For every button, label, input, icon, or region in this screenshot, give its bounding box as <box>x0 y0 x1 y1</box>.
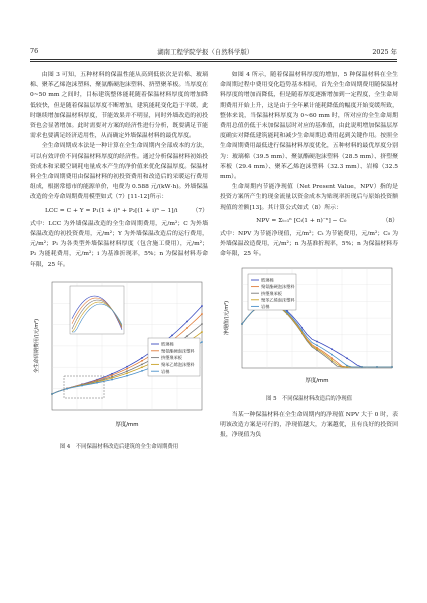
fig4-chart <box>30 276 208 436</box>
fig5-series-point <box>331 361 333 363</box>
fig4-legend-label: 岩棉 <box>161 368 170 374</box>
fig4-series-point <box>81 385 83 387</box>
fig4-series-point <box>201 313 203 315</box>
left-paragraph-2: 全生命周期成本法是一种计算在全生命周期内全部成本的方法，可以有效评价不同保温材料厚度的经济性。通过分析保温材料初始投资成本和采暖空调耗电量成本产生的净价值来优化保温厚度。保温材料全生命周期费用由保温材料的初投资费用和改造后的采暖运行费用组成，根据常德市的能源单价，电费为 0.588 元/(kW·h)。外墙保温改造的全寿命周期费用模型如式（7）[11-12]所示： <box>30 143 208 201</box>
formula-8-body: NPV = Σₜ₌₁ⁿ [Cₜ(1 + n)⁻ⁿ] − C₀ <box>256 217 347 224</box>
fig4-series-point <box>96 382 98 384</box>
fig5-series-point <box>331 353 333 355</box>
fig4-series-point <box>66 388 68 390</box>
journal-title: 湖南工程学院学报（自然科学版） <box>157 47 254 56</box>
fig5-series-point <box>331 357 333 359</box>
fig4-series-point <box>186 335 188 337</box>
right-paragraph-3: 式中：NPV 为节能净现值，元/m²；Cₜ 为节能费用，元/m²；C₀ 为外墙保温改造费用，元/m²；n 为基准折现率，5%；n 为保温材料寿命年限，25 年。 <box>220 231 398 258</box>
header-rule-thin <box>30 61 397 62</box>
figure-5 <box>220 264 398 404</box>
formula-8-number: （8） <box>382 217 398 224</box>
fig5-caption: 图 5 不同保温材料改造后的净现值 <box>265 395 352 402</box>
formula-7-number: （7） <box>192 207 208 214</box>
running-header <box>30 44 397 58</box>
fig4-series-point <box>111 377 113 379</box>
fig5-series-point <box>241 323 243 325</box>
fig5-series-point <box>361 366 363 368</box>
fig4-series-point <box>141 370 143 372</box>
fig4-legend-label: 聚氨酯硬泡沫塑料 <box>161 348 195 354</box>
page-number: 76 <box>30 47 39 55</box>
left-column <box>30 70 208 452</box>
right-paragraph-2: 生命周期内节能净现值（Net Present Value，NPV）指的是投资方案所产生的现金流量以资金成本为贴现率折现后与原始投资额现值的差额[13]。其计算公式如式（8）所示： <box>220 184 398 211</box>
fig5-series-point <box>376 366 378 368</box>
right-column <box>220 70 398 441</box>
fig4-series-point <box>51 393 53 395</box>
left-paragraph-1: 由图 3 可知，五种材料的保温性能从高到低依次是岩棉、玻璃棉、聚苯乙烯泡沫塑料、聚氨酯硬泡沫塑料、挤塑聚苯板。当厚度在 0~50 mm 之间时，目标建筑整体能耗随着保温材料厚度的增加降低较快，但是随着保温层厚度不断增加，建筑能耗变化趋于平缓，此时继续增加保温材料厚度，节能效果并不明显，同时外墙改造的初投资也会显著增加。此时需要对方案的经济性进行分析，既要满足节能需求也要满足经济适用性，从而确定外墙保温材料的最优厚度。 <box>30 72 208 140</box>
fig5-series-point <box>391 366 393 368</box>
fig4-legend-label: 玻璃棉 <box>161 341 174 347</box>
fig4-series-point <box>111 374 113 376</box>
fig4-series-point <box>201 323 203 325</box>
left-paragraph-3: 式中：LCC 为外墙保温改造的全生命周期费用，元/m²；C 为外墙保温改造的初投资费用，元/m²；Y 为外墙保温改造后的运行费用，元/m²；P₁ 为各类型外墙保温材料厚度（包含施工费用），元/m²；P₂ 为能耗费用，元/m²；i 为基准折现率，5%；n 为保温材料寿命年限，25 年。 <box>30 220 208 268</box>
fig4-ylabel: 全生命周期费用/(元/m²) <box>34 318 40 373</box>
fig5-series-point <box>301 327 303 329</box>
fig5-series-point <box>346 357 348 359</box>
header-rule <box>30 59 397 60</box>
fig5-series-point <box>331 348 333 350</box>
fig4-series-point <box>171 334 173 336</box>
fig4-series-point <box>126 366 128 368</box>
fig4-series-point <box>126 368 128 370</box>
fig5-series-point <box>301 329 303 331</box>
fig5-legend-label: 岩棉 <box>261 303 270 309</box>
fig4-series-point <box>141 357 143 359</box>
fig4-series-point <box>141 366 143 368</box>
right-paragraph-4: 当某一种保温材料在全生命周期内的净现值 NPV 大于 0 时，表明该改造方案是可行的，净现值越大，方案越优，且有良好的投资回报，净现值为负 <box>220 412 398 439</box>
fig4-legend-label: 挤塑聚苯板 <box>161 355 182 361</box>
fig5-series-point <box>331 359 333 361</box>
fig5-series-point <box>316 340 318 342</box>
fig5-xlabel: 厚度/mm <box>305 377 329 384</box>
fig4-series-point <box>126 370 128 372</box>
fig5-chart <box>220 264 398 388</box>
journal-year: 2025 年 <box>372 47 397 56</box>
fig4-series-point <box>201 341 203 343</box>
fig4-series-point <box>186 320 188 322</box>
fig5-legend-label: 聚苯乙烯泡沫塑料 <box>261 297 295 303</box>
fig5-series-point <box>346 364 348 366</box>
fig4-series-point <box>201 331 203 333</box>
fig5-series-point <box>316 344 318 346</box>
fig4-series-point <box>141 363 143 365</box>
fig5-legend-label: 挤塑聚苯板 <box>261 290 282 296</box>
formula-8 <box>220 216 398 226</box>
formula-7 <box>30 206 208 216</box>
fig4-series-point <box>111 379 113 381</box>
fig4-series-point <box>126 372 128 374</box>
fig5-series-point <box>301 331 303 333</box>
figure-4 <box>30 276 208 452</box>
fig5-ylabel: 净现值/(元/m²) <box>224 300 230 335</box>
formula-7-body: LCC = C + Y = P₁(1 + i)ⁿ + P₂[(1 + i)ⁿ − 1]/i <box>44 207 178 214</box>
fig4-series-point <box>126 375 128 377</box>
fig4-series-point <box>201 305 203 307</box>
fig4-series-point <box>186 327 188 329</box>
fig4-legend-label: 聚苯乙烯泡沫塑料 <box>161 361 195 367</box>
right-paragraph-1: 如图 4 所示，随着保温材料厚度的增加，5 种保温材料在全生命周期过程中费用变化趋势基本相同，首先全生命周期费用随保温材料厚度的增加而降低，但是随着厚度逐渐增加到一定程度，全生命周期费用开始上升，这是由于全年累计能耗降低的幅度开始变缓所致，整体来说，当保温材料厚度为 0~60 mm 时，所对应的全生命周期费用总值仍低于未加保温层时对应的基准值，由此说明增加保温层厚度确实对降低建筑能耗和减少生命周期总费用起到关键作用。按照全生命周期费用最低进行保温材料厚度优化，五种材料的最优厚度分别为：玻璃棉（39.5 mm）、聚氨酯硬泡沫塑料（28.5 mm）、挤塑聚苯板（29.4 mm）、聚苯乙烯泡沫塑料（32.3 mm）、岩棉（32.5 mm）。 <box>220 72 398 181</box>
fig4-series-point <box>141 360 143 362</box>
fig5-series-point <box>316 348 318 350</box>
fig5-series-point <box>286 311 288 313</box>
fig4-xlabel: 厚度/mm <box>115 421 139 428</box>
fig5-legend-label: 聚氨酯硬泡沫塑料 <box>261 283 295 289</box>
fig5-legend-label: 玻璃棉 <box>261 277 274 283</box>
fig4-caption: 图 4 不同保温材料改造后建筑的全生命周期费用 <box>59 444 179 451</box>
